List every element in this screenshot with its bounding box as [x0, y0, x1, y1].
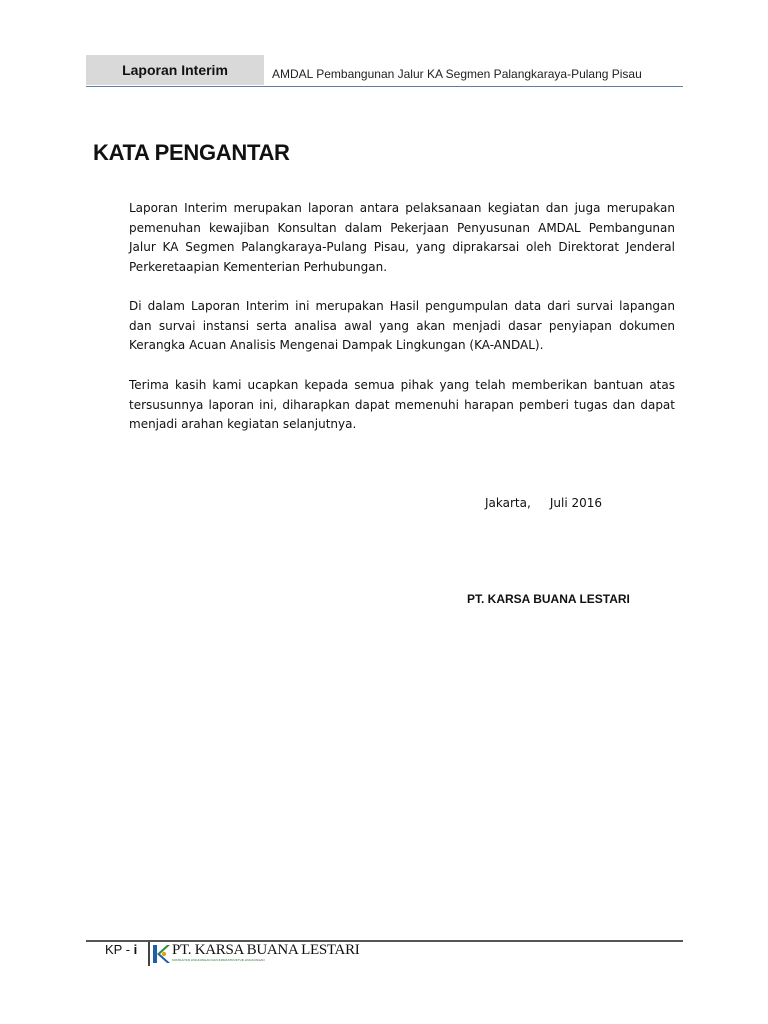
header-document-title: AMDAL Pembangunan Jalur KA Segmen Palangkaraya-Pulang Pisau: [272, 67, 642, 81]
paragraph-thanks: Terima kasih kami ucapkan kepada semua pihak yang telah memberikan bantuan atas tersusunnya laporan ini, diharapkan dapat memenuhi harapan pemberi tugas dan dapat menjadi arahan kegiatan selanjutnya.: [129, 378, 675, 431]
footer-page-number: [105, 942, 137, 957]
paragraph-content: Di dalam Laporan Interim ini merupakan Hasil pengumpulan data dari survai lapangan dan survai instansi serta analisa awal yang akan menjadi dasar penyiapan dokumen Kerangka Acuan Analisis Mengenai Dampak Lingkungan (KA-ANDAL).: [129, 299, 675, 352]
footer-page-prefix: KP -: [105, 942, 134, 957]
kbl-logo-icon: [152, 943, 170, 965]
signature-place-date: Jakarta, Juli 2016: [485, 496, 603, 510]
header-section-label: Laporan Interim: [86, 55, 264, 85]
paragraph-intro: Laporan Interim merupakan laporan antara pelaksanaan kegiatan dan juga merupakan pemenuhan kewajiban Konsultan dalam Pekerjaan Penyusunan AMDAL Pembangunan Jalur KA Segmen Palangkaraya-Pulang Pisau, yang diprakarsai oleh Direktorat Jenderal Perkeretaapian Kementerian Perhubungan.: [129, 201, 675, 274]
logo-tagline: KONSULTAN LINGKUNGAN DAN INFRASTRUKTUR LINGKUNGAN: [172, 959, 265, 962]
footer-separator: [148, 942, 150, 966]
logo-company-name: PT. KARSA BUANA LESTARI: [172, 942, 360, 958]
company-logo: [152, 942, 360, 967]
header-divider: [86, 86, 683, 87]
footer-page-value: i: [133, 942, 138, 957]
page-title: KATA PENGANTAR: [93, 140, 290, 165]
signature-company: PT. KARSA BUANA LESTARI: [467, 592, 630, 606]
